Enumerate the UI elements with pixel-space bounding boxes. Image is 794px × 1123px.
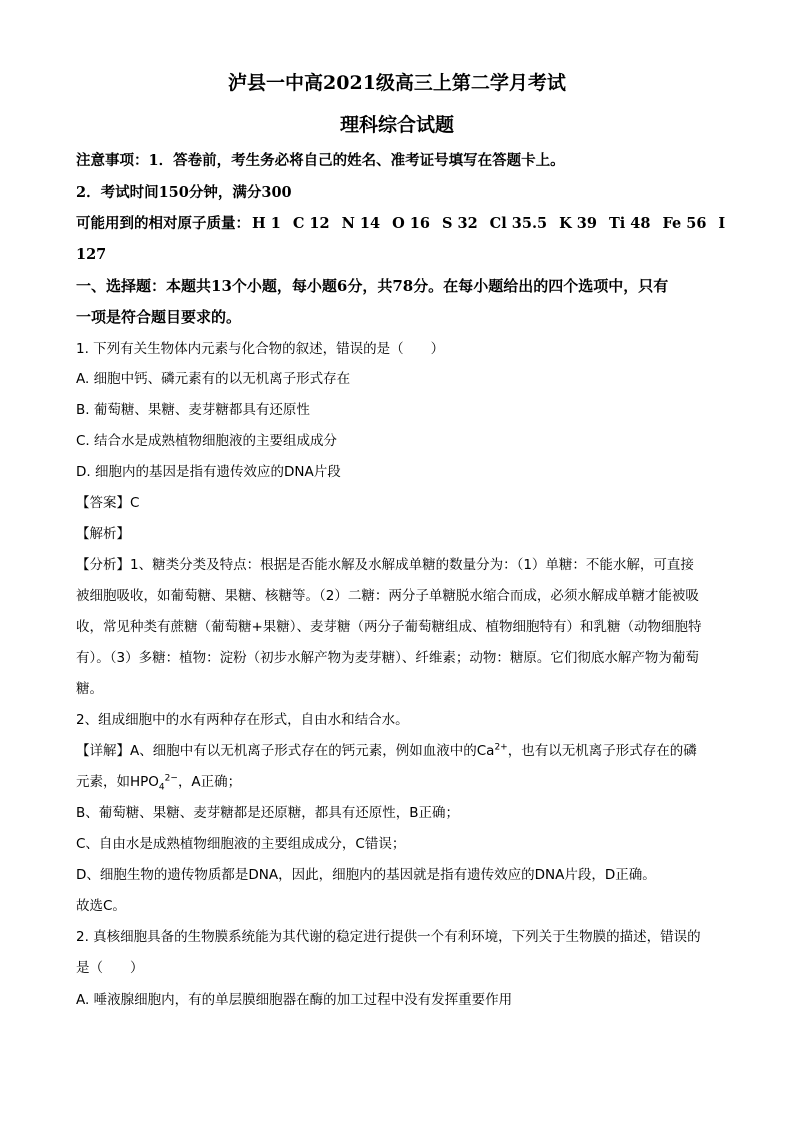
atom-ti: Ti 48	[608, 215, 651, 232]
q1-detail-line-3: B、葡萄糖、果糖、麦芽糖都是还原糖，都具有还原性，B正确；	[76, 805, 460, 821]
atomic-masses-tail: 127	[76, 246, 107, 263]
q1-detail-1-pre: 【详解】A、细胞中有以无机离子形式存在的钙元素，例如血液中的Ca	[76, 743, 495, 759]
atomic-masses	[76, 214, 734, 234]
q1-analysis-line-1: 【分析】1、糖类分类及特点：根据是否能水解及水解成单糖的数量分为：（1）单糖：不能水解，可直接	[76, 557, 694, 573]
q1-option-c: C. 结合水是成熟植物细胞液的主要组成成分	[76, 433, 338, 449]
atom-c: C 12	[292, 215, 330, 232]
q1-analysis-line-6: 2、组成细胞中的水有两种存在形式，自由水和结合水。	[76, 712, 409, 728]
atomic-masses-label: 可能用到的相对原子质量：	[76, 215, 250, 232]
notice-line-2: 2．考试时间150分钟，满分300	[76, 184, 292, 201]
q1-detail-2-post: ，A正确；	[177, 774, 242, 790]
q1-stem: 1. 下列有关生物体内元素与化合物的叙述，错误的是（ ）	[76, 341, 445, 357]
q1-detail-line-2	[76, 772, 734, 792]
atom-fe: Fe 56	[662, 215, 707, 232]
ca-charge: 2+	[494, 742, 508, 753]
atom-cl: Cl 35.5	[489, 215, 548, 232]
notice-line-1: 注意事项：1．答卷前，考生务必将自己的姓名、准考证号填写在答题卡上。	[76, 152, 565, 169]
q1-option-a: A. 细胞中钙、磷元素有的以无机离子形式存在	[76, 371, 351, 387]
q1-option-d: D. 细胞内的基因是指有遗传效应的DNA片段	[76, 464, 341, 480]
hpo4-charge: 2−	[164, 773, 178, 784]
q1-analysis-line-2: 被细胞吸收，如葡萄糖、果糖、核糖等。（2）二糖：两分子单糖脱水缩合而成，必须水解成单糖才能被吸	[76, 588, 699, 604]
q1-analysis-line-5: 糖。	[76, 681, 103, 697]
q1-detail-1-post: ，也有以无机离子形式存在的磷	[507, 743, 697, 759]
q1-detail-2-pre: 元素，如HPO	[76, 774, 159, 790]
q1-detail-line-4: C、自由水是成熟植物细胞液的主要组成成分，C错误；	[76, 836, 406, 852]
hpo4-subscript: 4	[158, 782, 165, 793]
atom-k: K 39	[559, 215, 597, 232]
q1-option-b: B. 葡萄糖、果糖、麦芽糖都具有还原性	[76, 402, 310, 418]
exam-title: 泸县一中高2021级高三上第二学月考试	[228, 72, 566, 94]
q2-stem-line-1: 2. 真核细胞具备的生物膜系统能为其代谢的稳定进行提供一个有利环境，下列关于生物膜的描述，错误的	[76, 929, 701, 945]
q1-analysis-line-4: 有）。（3）多糖：植物：淀粉（初步水解产物为麦芽糖）、纤维素；动物：糖原。它们彻底水解产物为葡萄	[76, 650, 699, 666]
q1-detail-line-1	[76, 741, 734, 761]
exam-subtitle: 理科综合试题	[339, 114, 454, 136]
atom-h: H 1	[252, 215, 281, 232]
q2-option-a: A. 唾液腺细胞内，有的单层膜细胞器在酶的加工过程中没有发挥重要作用	[76, 992, 513, 1008]
q2-stem-line-2: 是（ ）	[76, 960, 144, 976]
q1-detail-line-6: 故选C。	[76, 898, 126, 914]
section-heading-2: 一项是符合题目要求的。	[76, 308, 242, 326]
atom-s: S 32	[441, 215, 478, 232]
atom-n: N 14	[341, 215, 381, 232]
q1-answer: 【答案】C	[76, 495, 140, 511]
section-heading-1: 一、选择题：本题共13个小题，每小题6分，共78分。在每小题给出的四个选项中，只有	[76, 277, 669, 295]
atom-o: O 16	[392, 215, 430, 232]
atom-i: I	[718, 215, 726, 232]
q1-analysis-line-3: 收，常见种类有蔗糖（葡萄糖+果糖）、麦芽糖（两分子葡萄糖组成、植物细胞特有）和乳糖（动物细胞特	[76, 619, 702, 635]
q1-analysis-label: 【解析】	[76, 526, 130, 542]
q1-detail-line-5: D、细胞生物的遗传物质都是DNA，因此，细胞内的基因就是指有遗传效应的DNA片段，D正确。	[76, 867, 656, 883]
